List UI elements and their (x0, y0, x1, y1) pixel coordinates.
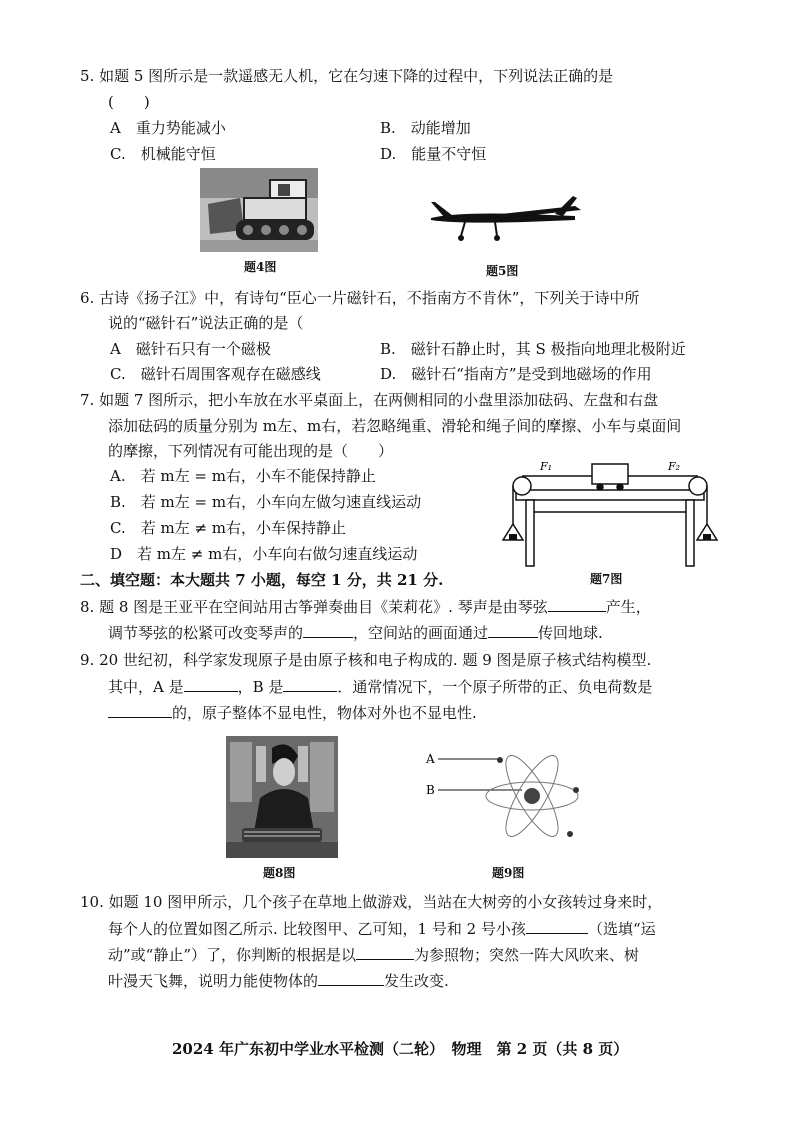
q8-line2: 调节琴弦的松紧可改变琴声的 ，空间站的画面通过 传回地球. (108, 624, 603, 642)
fig9-atom-model-diagram (420, 736, 610, 858)
q6-stem-line2: 说的“磁针石”说法正确的是（ (108, 314, 304, 332)
q10-line2: 每个人的位置如图乙所示. 比较图甲、乙可知，1 号和 2 号小孩 （选填“运 (108, 920, 656, 938)
q6-stem-line1: 6. 古诗《扬子江》中，有诗句“臣心一片磁针石，不指南方不肯休”，下列关于诗中所 (80, 289, 640, 307)
section2-heading: 二、填空题：本大题共 7 小题，每空 1 分，共 21 分. (80, 571, 444, 589)
q10-blank-2[interactable] (356, 944, 414, 960)
fig8-caption: 题8图 (263, 866, 296, 880)
q8-blank-2[interactable] (303, 622, 353, 638)
q9-line2: 其中，A 是 ，B 是 ．通常情况下，一个原子所带的正、负电荷数是 (108, 678, 653, 696)
q6-option-d: D. 磁针石“指南方”是受到地磁场的作用 (380, 365, 652, 383)
fig7-cart-pulley-diagram (500, 452, 720, 570)
q7-option-c: C. 若 m左 ≠ m右，小车保持静止 (110, 519, 347, 537)
q8-blank-1[interactable] (548, 596, 606, 612)
fig9-caption: 题9图 (492, 866, 525, 880)
q7-stem-line2: 添加砝码的质量分别为 m左、m右，若忽略绳重、滑轮和绳子间的摩擦、小车与桌面间 (108, 417, 682, 435)
q9-blank-2[interactable] (283, 676, 337, 692)
fig9-label-b: B (426, 783, 435, 797)
q10-line3: 动”或“静止”）了，你判断的根据是以 为参照物；突然一阵大风吹来、树 (108, 946, 640, 964)
page-footer: 2024 年广东初中学业水平检测（二轮） 物理 第 2 页（共 8 页） (172, 1040, 629, 1058)
q9-blank-3[interactable] (108, 702, 172, 718)
q6-option-a: A 磁针石只有一个磁极 (110, 340, 271, 358)
fig8-astronaut-guzheng-image (226, 736, 338, 858)
q10-line1: 10. 如题 10 图甲所示，几个孩子在草地上做游戏，当站在大树旁的小女孩转过身来时， (80, 893, 663, 911)
q10-blank-1[interactable] (526, 918, 588, 934)
q5-answer-paren: ( ) (108, 93, 150, 111)
q9-blank-1[interactable] (184, 676, 238, 692)
q6-option-b: B. 磁针石静止时，其 S 极指向地理北极附近 (380, 340, 686, 358)
fig9-label-a: A (426, 752, 435, 766)
fig7-force-label-f2: F₂ (668, 460, 681, 473)
q5-option-d: D. 能量不守恒 (380, 145, 487, 163)
q8-blank-3[interactable] (488, 622, 538, 638)
q7-stem-line1: 7. 如题 7 图所示，把小车放在水平桌面上，在两侧相同的小盘里添加砝码、左盘和右盘 (80, 391, 659, 409)
q5-option-c: C. 机械能守恒 (110, 145, 216, 163)
q5-stem: 5. 如题 5 图所示是一款遥感无人机，它在匀速下降的过程中，下列说法正确的是 (80, 67, 614, 85)
q5-option-a: A 重力势能减小 (110, 119, 226, 137)
q10-blank-3[interactable] (318, 970, 384, 986)
q9-line1: 9. 20 世纪初，科学家发现原子是由原子核和电子构成的. 题 9 图是原子核式结构模型. (80, 651, 652, 669)
fig5-caption: 题5图 (486, 264, 519, 278)
fig4-bulldozer-image (200, 168, 318, 252)
q5-option-b: B. 动能增加 (380, 119, 471, 137)
fig7-force-label-f1: F₁ (540, 460, 553, 473)
q8-line1: 8. 题 8 图是王亚平在空间站用古筝弹奏曲目《茉莉花》. 琴声是由琴弦 产生， (80, 598, 651, 616)
q7-option-b: B. 若 m左 = m右，小车向左做匀速直线运动 (110, 493, 422, 511)
fig7-caption: 题7图 (590, 572, 623, 586)
q6-option-c: C. 磁针石周围客观存在磁感线 (110, 365, 321, 383)
fig4-caption: 题4图 (244, 260, 277, 274)
q7-option-d: D 若 m左 ≠ m右，小车向右做匀速直线运动 (110, 545, 418, 563)
q9-line3: 的，原子整体不显电性，物体对外也不显电性. (108, 702, 477, 723)
fig5-drone-image (425, 192, 585, 244)
q7-option-a: A. 若 m左 = m右，小车不能保持静止 (110, 467, 376, 485)
q7-stem-line3: 的摩擦，下列情况有可能出现的是（ ） (108, 442, 394, 460)
q10-line4: 叶漫天飞舞，说明力能使物体的 发生改变. (108, 972, 449, 990)
